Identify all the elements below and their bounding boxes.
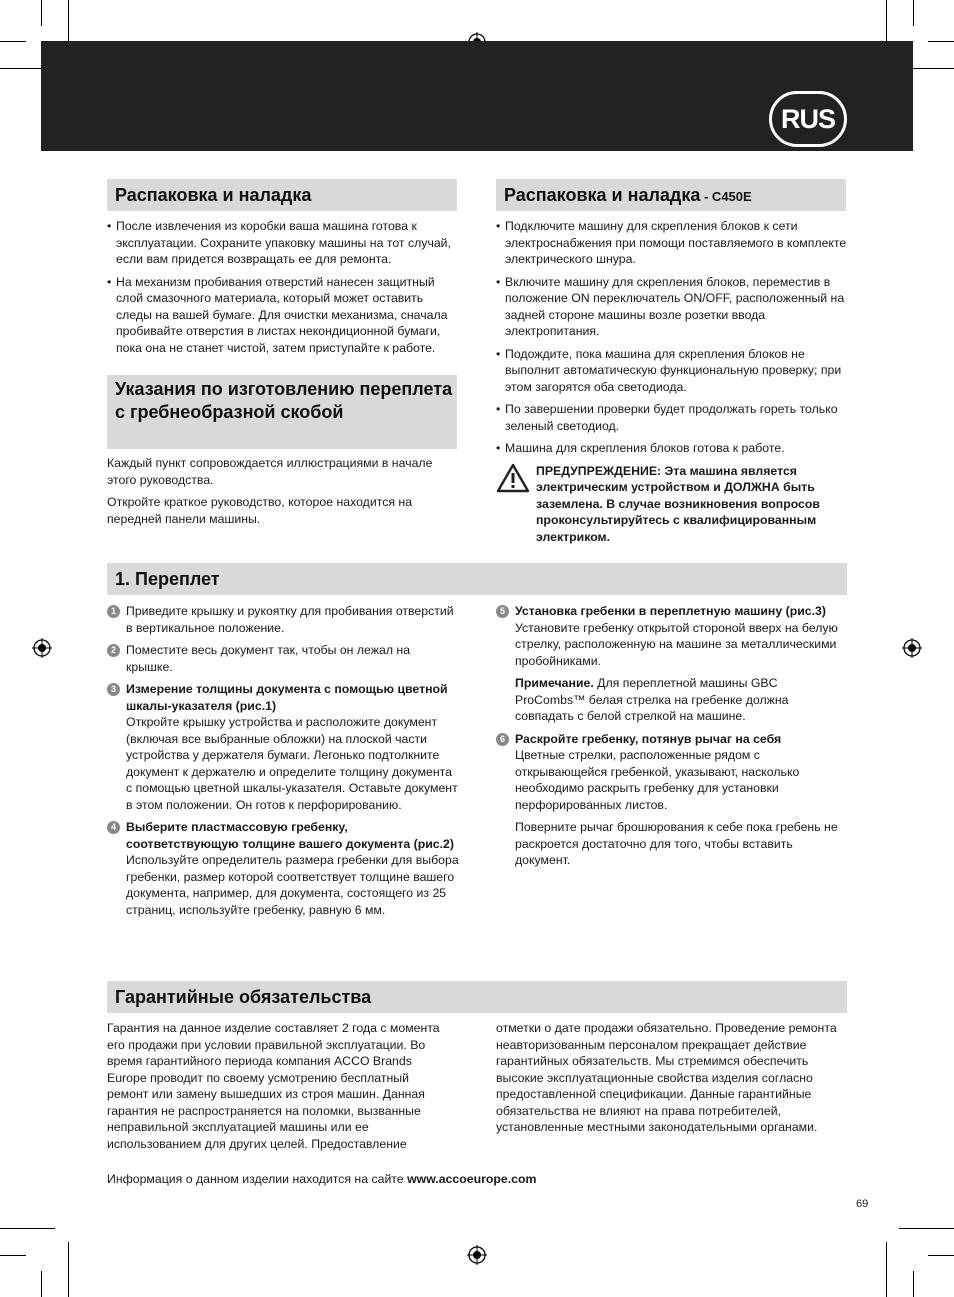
- list-item: • После извлечения из коробки ваша машина готова к эксплуатации. Сохраните упаковку машины на тот случай, если вам придется возвращать ее для ремонта.: [107, 218, 457, 268]
- step-2: [107, 642, 459, 675]
- section-title: Указания по изготовлению переплета с гребнеобразной скобой: [115, 379, 453, 422]
- binding-right-column: [496, 603, 848, 875]
- crop-mark: [913, 0, 914, 26]
- crop-mark: [886, 1242, 887, 1297]
- language-badge: RUS: [769, 91, 847, 147]
- section-title: Распаковка и наладка: [504, 185, 701, 205]
- note-text: Для переплетной машины GBC ProCombs™ белая стрелка на гребенке должна совпадать с белой стрелкой на машине.: [515, 676, 789, 723]
- registration-mark-icon: [902, 638, 922, 658]
- step-number-badge: 4: [107, 821, 120, 834]
- instructions-text: [107, 455, 452, 533]
- list-item: • Подключите машину для скрепления блоков к сети электроснабжения при помощи поставляемого в комплекте электрического шнура.: [496, 218, 848, 268]
- crop-mark: [0, 1255, 26, 1256]
- section-header-unpacking-c450e: [496, 179, 846, 211]
- step-number-badge: 1: [107, 605, 120, 618]
- step-1: [107, 603, 459, 636]
- section-header-binding: [107, 563, 847, 595]
- list-item: • Подождите, пока машина для скрепления блоков не выполнит автоматическую функциональную проверку; при этом загорятся оба светодиода.: [496, 346, 848, 396]
- model-suffix: - C450E: [700, 189, 752, 204]
- step-heading: Раскройте гребенку, потянув рычаг на себя: [515, 731, 782, 746]
- section-title: Гарантийные обязательства: [115, 987, 372, 1007]
- warranty-left-text: Гарантия на данное изделие составляет 2 года с момента его продажи при условии правильной эксплуатации. Во время гарантийного периода компания ACCO Brands Europe проводит по своему усмотрению бесплатный ремонт или замену вышедших из строя машин. Данная гарантия не распространяется на поломки, вызванные неправильной эксплуатацией машины или ее использованием для других целей. Предоставление: [107, 1021, 440, 1151]
- section-title: Распаковка и наладка: [115, 185, 312, 205]
- step-heading: Измерение толщины документа с помощью цветной шкалы-указателя (рис.1): [126, 682, 448, 713]
- list-item: • Машина для скрепления блоков готова к работе.: [496, 440, 848, 457]
- paragraph: Каждый пункт сопровождается иллюстрациями в начале этого руководства.: [107, 456, 433, 487]
- registration-mark-icon: [32, 638, 52, 658]
- crop-mark: [928, 1255, 954, 1256]
- note-label: Примечание.: [515, 676, 594, 690]
- step-text: Поверните рычаг брошюрования к себе пока гребень не раскроется достаточно для того, чтобы вставить документ.: [515, 820, 838, 867]
- list-item: • По завершении проверки будет продолжать гореть только зеленый светодиод.: [496, 401, 848, 434]
- crop-mark: [41, 0, 42, 26]
- step-heading: Установка гребенки в переплетную машину (рис.3): [515, 604, 826, 618]
- crop-mark: [41, 1271, 42, 1297]
- section-title: 1. Переплет: [115, 569, 220, 589]
- step-6: [496, 731, 848, 869]
- paragraph: Откройте краткое руководство, которое находится на передней панели машины.: [107, 495, 413, 526]
- website-link[interactable]: www.accoeurope.com: [407, 1172, 537, 1186]
- section-header-unpacking: [107, 179, 457, 211]
- crop-mark: [0, 1228, 55, 1229]
- section-header-warranty: [107, 981, 847, 1013]
- warning-text: ПРЕДУПРЕЖДЕНИЕ: Эта машина является электрическим устройством и ДОЛЖНА быть заземлена. В случае возникновения вопросов проконсультируйтесь с квалифицированным электриком.: [536, 463, 820, 544]
- warning-triangle-icon: [496, 463, 530, 493]
- crop-mark: [899, 1228, 954, 1229]
- crop-mark: [0, 41, 26, 42]
- unpacking-text: [107, 218, 457, 362]
- step-number-badge: 2: [107, 644, 120, 657]
- crop-mark: [913, 1271, 914, 1297]
- step-text: Откройте крышку устройства и расположите документ (включая все выбранные обложки) на плоской части устройства у держателя бумаги. Легонько подтолкните документ к держателю и определите толщину документа с помощью цветной шкалы-указателя. Оставьте документ в этом положении. Он готов к перфорированию.: [126, 715, 458, 812]
- step-number-badge: 6: [496, 733, 509, 746]
- footer-info: [107, 1171, 707, 1188]
- step-note: [515, 675, 848, 725]
- section-header-instructions: [107, 375, 457, 449]
- warranty-right-text: отметки о дате продажи обязательно. Проведение ремонта неавторизованным персоналом прекращает действие гарантийных обязательств. Мы стремимся обеспечить высокие эксплуатационные свойства изделия согласно предоставленной спецификации. Данные гарантийные обязательства не влияют на права потребителей, установленные местными законодательными органами.: [496, 1021, 837, 1134]
- page-number: 69: [856, 1198, 869, 1210]
- crop-mark: [68, 1242, 69, 1297]
- binding-left-column: [107, 603, 459, 924]
- step-text: Используйте определитель размера гребенки для выбора гребенки, размер которой соответствует толщине вашего документа, например, для документа, состоящего из 25 страниц, используйте гребенку, равную 6 мм.: [126, 853, 459, 917]
- registration-mark-icon: [467, 1245, 487, 1265]
- list-item: • На механизм пробивания отверстий нанесен защитный слой смазочного материала, который может оставить следы на вашей бумаге. Для очистки механизма, сначала пробивайте отверстия в листах некондиционной бумаги, пока она не станет чистой, затем приступайте к работе.: [107, 274, 457, 357]
- step-5: [496, 603, 848, 725]
- step-text: Поместите весь документ так, чтобы он лежал на крышке.: [126, 643, 411, 674]
- step-number-badge: 3: [107, 683, 120, 696]
- step-number-badge: 5: [496, 605, 509, 618]
- crop-mark: [928, 41, 954, 42]
- step-text: Приведите крышку и рукоятку для пробивания отверстий в вертикальное положение.: [126, 604, 454, 635]
- warning-block: [496, 463, 848, 546]
- list-item: • Включите машину для скрепления блоков, переместив в положение ON переключатель ON/OFF, расположенный на задней стороне машины возле розетки ввода электропитания.: [496, 274, 848, 340]
- step-text: Цветные стрелки, расположенные рядом с открывающейся гребенкой, указывают, насколько необходимо раскрыть гребенку для установки перфорированных листов.: [515, 748, 800, 812]
- step-3: [107, 681, 459, 813]
- unpacking-c450e-text: [496, 218, 848, 545]
- step-text: Установите гребенку открытой стороной вверх на белую стрелку, расположенную на машине за металлическими пробойниками.: [515, 620, 838, 668]
- step-4: [107, 819, 459, 918]
- footer-text: Информация о данном изделии находится на сайте: [107, 1172, 408, 1186]
- step-heading: Выберите пластмассовую гребенку, соответствующую толщине вашего документа (рис.2): [126, 820, 454, 851]
